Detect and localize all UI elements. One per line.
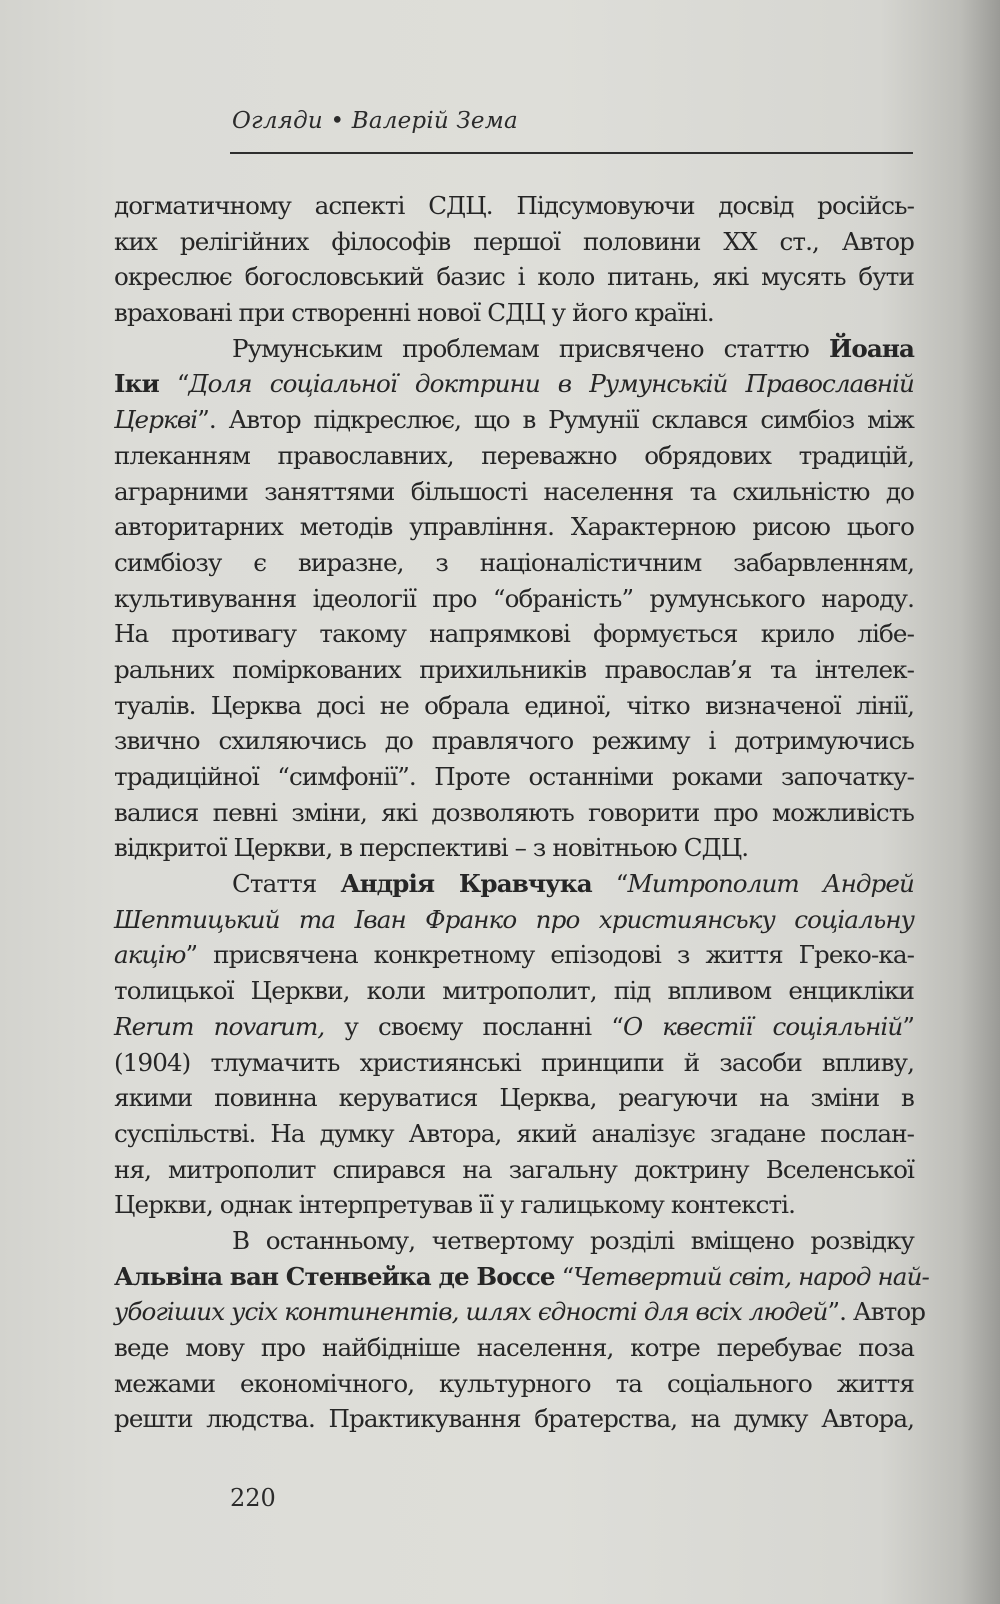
text-line [114,1187,914,1223]
text-line [114,937,914,973]
text-line [114,1294,926,1330]
page-number: 220 [230,1484,276,1512]
text-line [114,1330,914,1366]
text-run: ких релігійних філософів першої половини ХХ ст., Автор [114,226,914,256]
text-run: суспільстві. На думку Автора, який аналізує згадане послан- [114,1118,914,1148]
text-run: якими повинна керуватися Церква, реагуючи на зміни в [114,1083,914,1113]
text-run: туалів. Церква досі не обрала единої, чітко визначеної лінії, [114,690,914,720]
text-line [114,1259,929,1295]
text-line [114,652,914,688]
text-run: ня, митрополит спирався на загальну доктрину Вселенської [114,1154,914,1184]
text-run: ральних поміркованих прихильників православ’я та інтелек- [114,654,914,684]
body-text [114,188,929,1437]
italic-run: Митрополит Андрей [627,869,914,899]
text-run: “ [554,1261,574,1291]
text-line [114,474,914,510]
text-run: Румунським проблемам присвячено статтю [232,333,829,363]
text-line [114,866,914,902]
italic-run: О квестії соціяльній [622,1011,903,1041]
text-run: ”. Автор [827,1297,926,1327]
italic-run: Доля соціальної доктрини в Румунській Православній [188,369,914,399]
text-line [114,616,914,652]
text-line [114,1045,914,1081]
text-line [114,759,914,795]
text-run: решти людства. Практикування братерства, на думку Автора, [114,1404,914,1434]
text-run: ”. Автор підкреслює, що в Румунії склався симбіоз між [197,405,914,435]
text-line [114,509,914,545]
text-line [114,723,914,759]
bold-run: Альвіна ван Стенвейка де Воссе [114,1261,555,1291]
text-line [114,1080,914,1116]
text-line [114,1009,914,1045]
bold-run: Йоана [828,333,914,363]
text-line [114,224,914,260]
bold-run: Іки [114,369,159,399]
text-run: окреслює богословський базис і коло питань, які мусять бути [114,262,914,292]
text-line [114,973,914,1009]
bold-run: Андрія Кравчука [340,869,592,899]
text-run: На противагу такому напрямкові формується крило лібе- [114,619,914,649]
italic-run: Церкві [114,405,198,435]
text-line [114,688,914,724]
text-run: традиційної “симфонії”. Проте останніми роками започатку- [114,762,914,791]
text-line [114,259,914,295]
text-run: Церкви, однак інтерпретував її у галицькому контексті. [114,1190,796,1220]
text-line [114,402,914,438]
text-run: “ [591,869,628,899]
text-line [114,366,914,402]
text-run: толицької Церкви, коли митрополит, під впливом енцикліки [114,976,914,1006]
text-line [114,1366,914,1402]
text-run: звично схиляючись до правлячого режиму і дотримуючись [114,726,914,756]
italic-run: Четвертий світ, народ най- [573,1261,929,1291]
text-line [114,331,914,367]
text-line [114,1116,914,1152]
text-run: (1904) тлумачить християнські принципи й засоби впливу, [114,1047,914,1077]
text-line [114,1223,914,1259]
text-run: культивування ідеології про “обраність” румунського народу. [114,583,914,613]
text-line [114,1152,914,1188]
text-line [114,581,914,617]
text-run: В останньому, четвертому розділі вміщено розвідку [232,1225,914,1255]
text-run: догматичному аспекті СДЦ. Підсумовуючи досвід російсь- [114,191,914,220]
text-run: валися певні зміни, які дозволяють говорити про можливість [114,797,914,827]
text-run: авторитарних методів управління. Характерною рисою цього [114,512,914,542]
text-line [114,1401,914,1437]
text-run: симбіозу є виразне, з націоналістичним забарвленням, [114,547,914,577]
text-run: плеканням православних, переважно обрядових традицій, [114,440,914,470]
italic-run: акцію [114,940,186,970]
italic-run: Rerum novarum, [114,1011,325,1041]
text-run: веде мову про найбідніше населення, котре перебуває поза [114,1333,914,1362]
header-rule [230,152,913,154]
running-head: Огляди • Валерій Зема [232,108,518,134]
text-line [114,795,914,831]
text-line [114,545,914,581]
text-run: ” присвячена конкретному епізодові з життя Греко-ка- [185,940,914,970]
text-line [114,188,914,224]
text-run: межами економічного, культурного та соціального життя [114,1368,914,1398]
text-run: аграрними заняттями більшості населення та схильністю до [114,476,914,506]
text-run: Стаття [232,869,341,899]
text-line [114,902,914,938]
text-run: ” [902,1011,914,1041]
text-run: “ [158,369,189,399]
text-run: у своєму посланні “ [324,1011,623,1041]
italic-run: Шептицький та Іван Франко про християнську соціальну [114,904,914,934]
italic-run: убогіших усіх континентів, шлях єдності для всіх людей [114,1297,828,1327]
text-line [114,438,914,474]
text-line [114,295,914,331]
text-line [114,830,914,866]
text-run: відкритої Церкви, в перспективі – з новітньою СДЦ. [114,833,749,863]
text-run: враховані при створенні нової СДЦ у його країні. [114,298,714,328]
